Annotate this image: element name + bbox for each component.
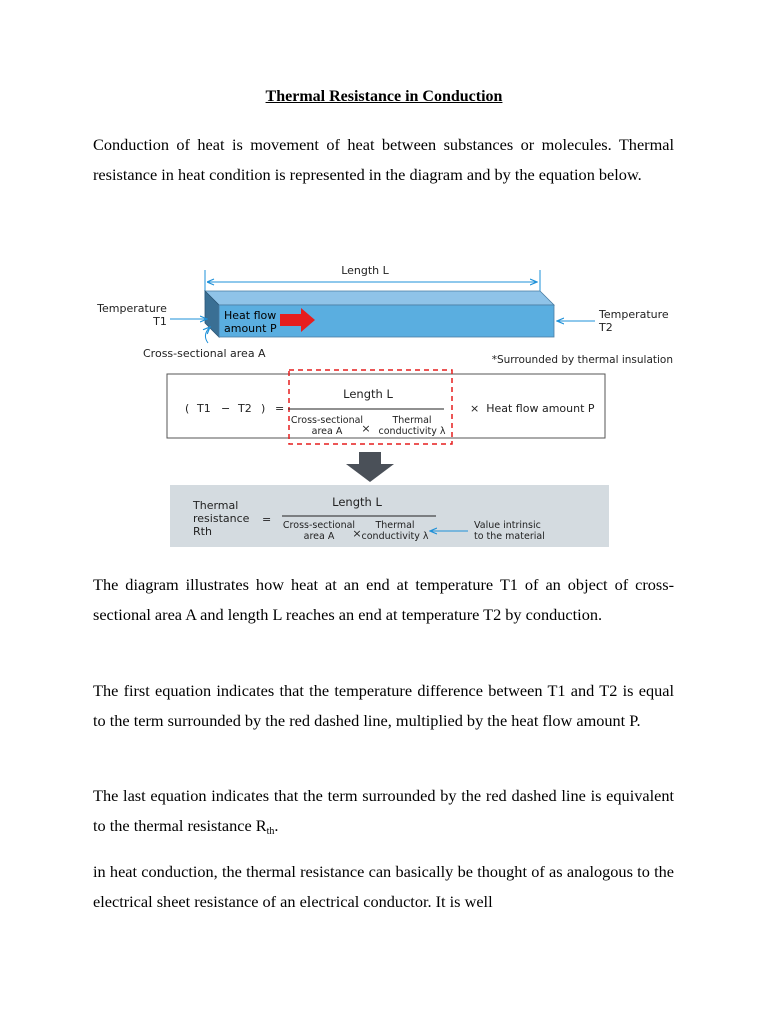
material-note-line2: to the material	[474, 531, 545, 542]
eq1-denom-area-line2: area A	[311, 426, 343, 437]
eq2-numerator: Length L	[332, 495, 382, 509]
down-arrow-head	[346, 464, 394, 482]
first-equation-paragraph: The first equation indicates that the temperature difference between T1 and T2 is equal to the term surrounded by the red dashed line, multiplied by the heat flow amount P.	[93, 681, 674, 730]
thermal-conduction-diagram	[90, 255, 680, 555]
temp1-label-line2: T1	[153, 315, 167, 328]
heat-flow-label-line1: Heat flow	[224, 309, 277, 322]
intro-paragraph: Conduction of heat is movement of heat between substances or molecules. Thermal resistance in heat condition is represented in the diagram and by the equation below.	[93, 135, 674, 184]
eq2-lhs-line1: Thermal	[193, 499, 239, 512]
eq2-times: ×	[352, 527, 362, 540]
eq1-minus: −	[221, 402, 231, 415]
eq2-lhs-line3: Rth	[193, 525, 212, 538]
eq1-denom-cond-line1: Thermal	[392, 415, 432, 426]
eq1-denom-area-line1: Cross-sectional	[290, 415, 364, 426]
eq1-times: ×	[361, 422, 371, 435]
rth-subscript: th	[266, 825, 275, 837]
eq1-open-paren: (	[185, 402, 190, 415]
eq1-rhs: × Heat flow amount P	[470, 402, 595, 415]
eq2-lhs-line2: resistance	[193, 512, 250, 525]
last-equation-paragraph	[93, 781, 674, 840]
eq1-equals: =	[275, 402, 285, 415]
eq1-t2: T2	[238, 402, 252, 415]
temp1-label-line1: Temperature	[97, 302, 167, 315]
last-equation-period: .	[274, 815, 279, 835]
down-arrow-stem	[359, 452, 381, 464]
temp2-label-line1: Temperature	[599, 308, 669, 321]
eq1-numerator: Length L	[343, 387, 393, 401]
heat-conduction-paragraph: in heat conduction, the thermal resistance can basically be thought of as analogous to the electrical sheet resistance of an electrical conductor. It is well	[93, 862, 674, 911]
heat-flow-label-line2: amount P	[224, 322, 277, 335]
insulation-note: *Surrounded by thermal insulation	[491, 354, 673, 366]
bar-top-face	[205, 291, 554, 305]
length-label: Length L	[341, 264, 389, 277]
page-title: Thermal Resistance in Conduction	[265, 88, 503, 105]
eq1-close-paren: )	[261, 402, 266, 415]
material-note-line1: Value intrinsic	[474, 520, 541, 531]
diagram-explanation-paragraph: The diagram illustrates how heat at an end at temperature T1 of an object of cross-sectional area A and length L reaches an end at temperature T2 by conduction.	[93, 575, 674, 624]
eq2-denom-area-line1: Cross-sectional	[282, 520, 356, 531]
eq2-denom-cond-line2: conductivity λ	[361, 531, 429, 542]
eq2-denom-cond-line1: Thermal	[375, 520, 415, 531]
eq2-denom-area-line2: area A	[303, 531, 335, 542]
cross-section-pointer	[205, 327, 210, 343]
temp2-label-line2: T2	[599, 321, 613, 334]
last-equation-text: The last equation indicates that the term surrounded by the red dashed line is equivalent to the thermal resistance R	[93, 786, 674, 835]
cross-section-label: Cross-sectional area A	[143, 347, 266, 360]
eq1-denom-cond-line2: conductivity λ	[378, 426, 446, 437]
eq1-t1: T1	[197, 402, 211, 415]
eq2-equals: =	[262, 513, 272, 526]
